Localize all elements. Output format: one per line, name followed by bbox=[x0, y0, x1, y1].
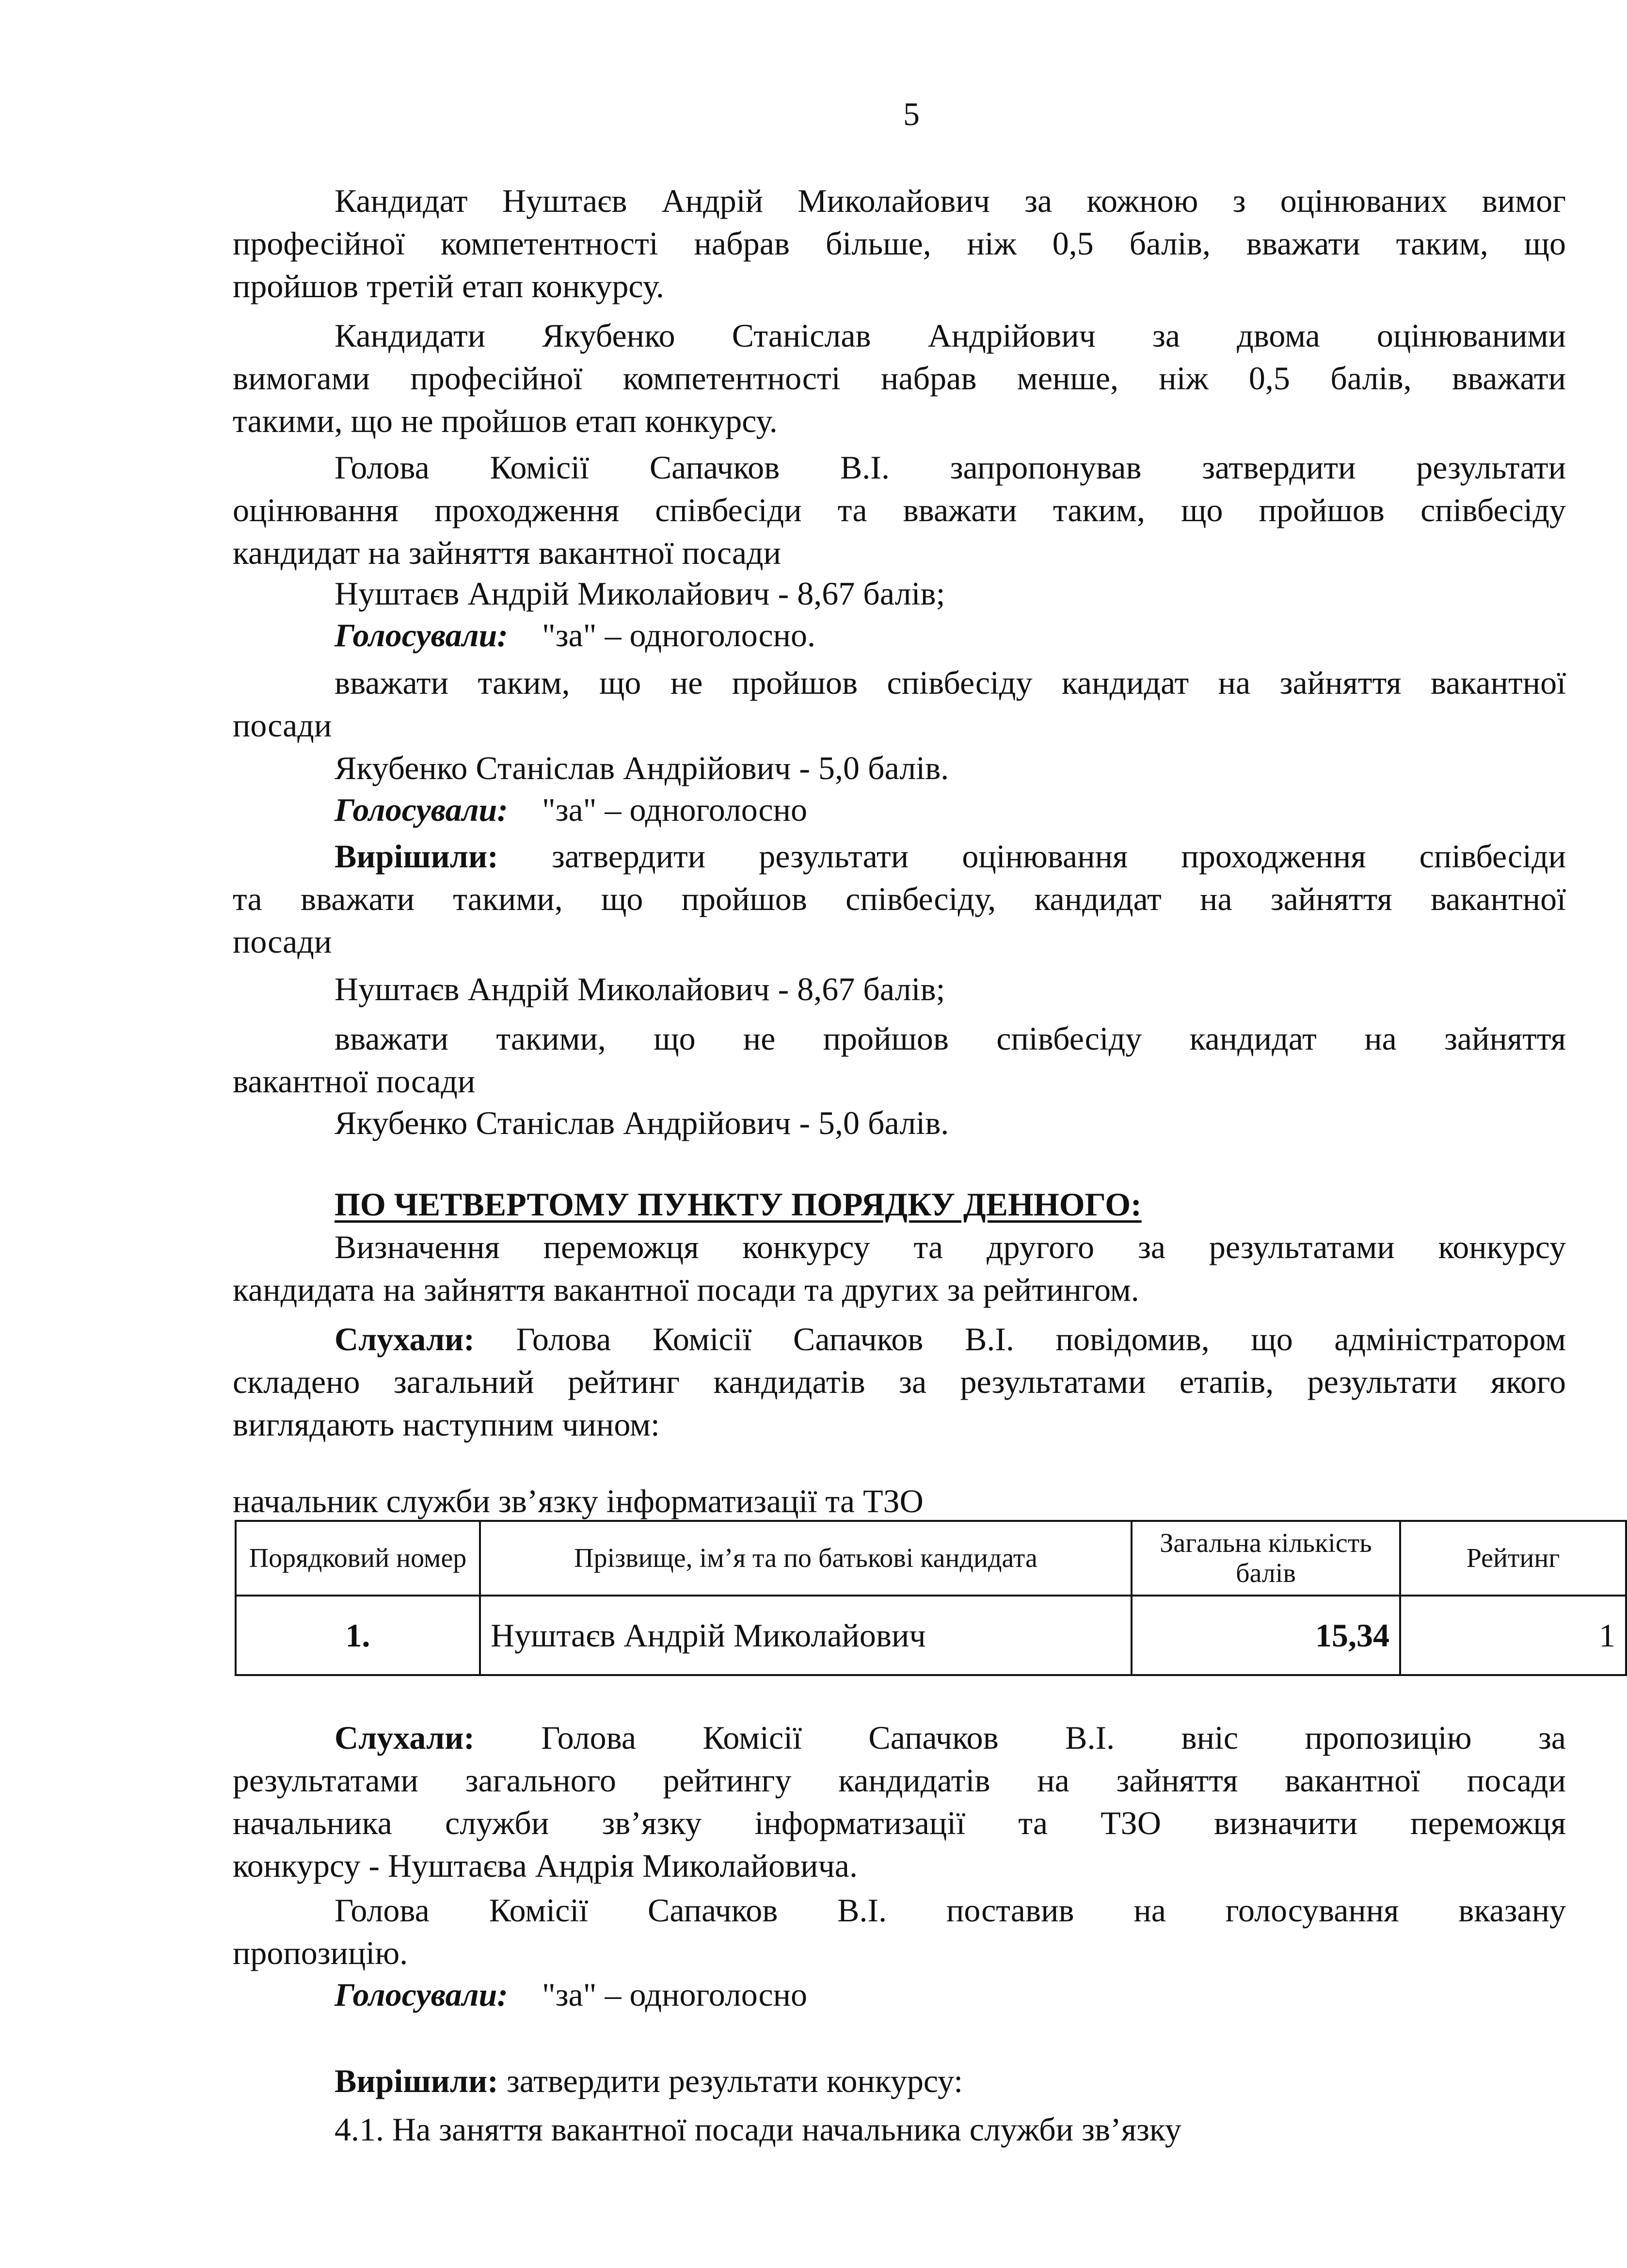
heard-2-line-3: начальника служби зв’язку інформатизації та ТЗО визначити переможця bbox=[233, 1805, 1566, 1841]
cell-total-score: 15,34 bbox=[1132, 1596, 1400, 1675]
paragraph-4-line-1: Визначення переможця конкурсу та другого за результатами конкурсу bbox=[335, 1229, 1566, 1265]
header-full-name: Прізвище, ім’я та по батькові кандидата bbox=[480, 1521, 1132, 1596]
item-4-1: 4.1. На заняття вакантної посади начальника служби зв’язку bbox=[335, 2111, 1181, 2148]
heard-1-line-1 bbox=[335, 1318, 1566, 1360]
candidate-pass-1: Нуштаєв Андрій Миколайович - 8,67 балів; bbox=[335, 575, 945, 612]
voted-label: Голосували: bbox=[335, 791, 508, 828]
heard-1-line-3: виглядають наступним чином: bbox=[233, 1406, 660, 1443]
heard-1-line-2: складено загальний рейтинг кандидатів за результатами етапів, результати якого bbox=[233, 1363, 1566, 1400]
cell-rating: 1 bbox=[1400, 1596, 1626, 1675]
table-caption: начальник служби зв’язку інформатизації та ТЗО bbox=[233, 1483, 924, 1519]
header-rating: Рейтинг bbox=[1400, 1521, 1626, 1596]
vote-line-1 bbox=[335, 614, 1566, 656]
candidate-fail-1: Якубенко Станіслав Андрійович - 5,0 балів. bbox=[335, 750, 949, 786]
not-passed-1-line-1: вважати таким, що не пройшов співбесіду кандидат на зайняття вакантної bbox=[335, 664, 1566, 701]
heard-label: Слухали: bbox=[335, 1321, 475, 1358]
table-header-row bbox=[236, 1521, 1626, 1596]
cell-number: 1. bbox=[236, 1596, 480, 1675]
decided-2-text: затвердити результати конкурсу: bbox=[498, 2062, 963, 2099]
paragraph-1-line-2: професійної компетентності набрав більше, ніж 0,5 балів, вважати таким, що bbox=[233, 225, 1566, 262]
table-row bbox=[236, 1596, 1626, 1675]
paragraph-1-line-3: пройшов третій етап конкурсу. bbox=[233, 268, 664, 304]
heard-2-line-4: конкурсу - Нуштаєва Андрія Миколайовича. bbox=[233, 1847, 858, 1884]
paragraph-3-line-3: кандидат на зайняття вакантної посади bbox=[233, 534, 782, 571]
heard-2-text: Голова Комісії Сапачков В.І. вніс пропозицію за bbox=[474, 1719, 1566, 1756]
paragraph-3-line-1: Голова Комісії Сапачков В.І. запропонував затвердити результати bbox=[335, 449, 1566, 486]
paragraph-2-line-3: такими, що не пройшов етап конкурсу. bbox=[233, 402, 778, 439]
vote-value: "за" – одноголосно bbox=[542, 1976, 808, 2013]
not-passed-2-line-1: вважати такими, що не пройшов співбесіду кандидат на зайняття bbox=[335, 1020, 1566, 1057]
voted-label: Голосували: bbox=[335, 617, 508, 654]
rating-table bbox=[235, 1520, 1627, 1676]
decided-1-line-1 bbox=[335, 835, 1566, 878]
heading-agenda-item-4: ПО ЧЕТВЕРТОМУ ПУНКТУ ПОРЯДКУ ДЕННОГО: bbox=[335, 1186, 1142, 1223]
heard-1-text: Голова Комісії Сапачков В.І. повідомив, що адміністратором bbox=[474, 1321, 1566, 1358]
decided-1-line-3: посади bbox=[233, 923, 332, 960]
decided-1-line-2: та вважати такими, що пройшов співбесіду, кандидат на зайняття вакантної bbox=[233, 880, 1566, 917]
heard-2-line-1 bbox=[335, 1716, 1566, 1759]
candidate-fail-2: Якубенко Станіслав Андрійович - 5,0 балів. bbox=[335, 1104, 949, 1141]
header-number: Порядковий номер bbox=[236, 1521, 480, 1596]
paragraph-1-line-1: Кандидат Нуштаєв Андрій Миколайович за кожною з оцінюваних вимог bbox=[335, 182, 1566, 219]
not-passed-2-line-2: вакантної посади bbox=[233, 1063, 476, 1100]
decided-label: Вирішили: bbox=[335, 838, 498, 875]
vote-line-3 bbox=[335, 1973, 1566, 2016]
paragraph-2-line-1: Кандидати Якубенко Станіслав Андрійович за двома оцінюваними bbox=[335, 317, 1566, 354]
paragraph-5-line-2: пропозицію. bbox=[233, 1934, 408, 1971]
header-total-score: Загальна кількість балів bbox=[1132, 1521, 1400, 1596]
paragraph-5-line-1: Голова Комісії Сапачков В.І. поставив на голосування вказану bbox=[335, 1892, 1566, 1929]
vote-value: "за" – одноголосно. bbox=[542, 617, 816, 654]
decided-label: Вирішили: bbox=[335, 2062, 498, 2099]
heard-2-line-2: результатами загального рейтингу кандидатів на зайняття вакантної посади bbox=[233, 1762, 1566, 1799]
voted-label: Голосували: bbox=[335, 1976, 508, 2013]
candidate-pass-2: Нуштаєв Андрій Миколайович - 8,67 балів; bbox=[335, 971, 945, 1007]
cell-full-name: Нуштаєв Андрій Миколайович bbox=[480, 1596, 1132, 1675]
heard-label: Слухали: bbox=[335, 1719, 475, 1756]
vote-line-2 bbox=[335, 788, 1566, 831]
decided-2-line bbox=[335, 2060, 1566, 2102]
vote-value: "за" – одноголосно bbox=[542, 791, 808, 828]
paragraph-3-line-2: оцінювання проходження співбесіди та вважати таким, що пройшов співбесіду bbox=[233, 492, 1566, 528]
paragraph-4-line-2: кандидата на зайняття вакантної посади та других за рейтингом. bbox=[233, 1271, 1139, 1308]
page-number: 5 bbox=[903, 96, 920, 132]
paragraph-2-line-2: вимогами професійної компетентності набрав менше, ніж 0,5 балів, вважати bbox=[233, 360, 1566, 397]
not-passed-1-line-2: посади bbox=[233, 707, 332, 744]
decided-1-text: затвердити результати оцінювання проходження співбесіди bbox=[498, 838, 1566, 875]
